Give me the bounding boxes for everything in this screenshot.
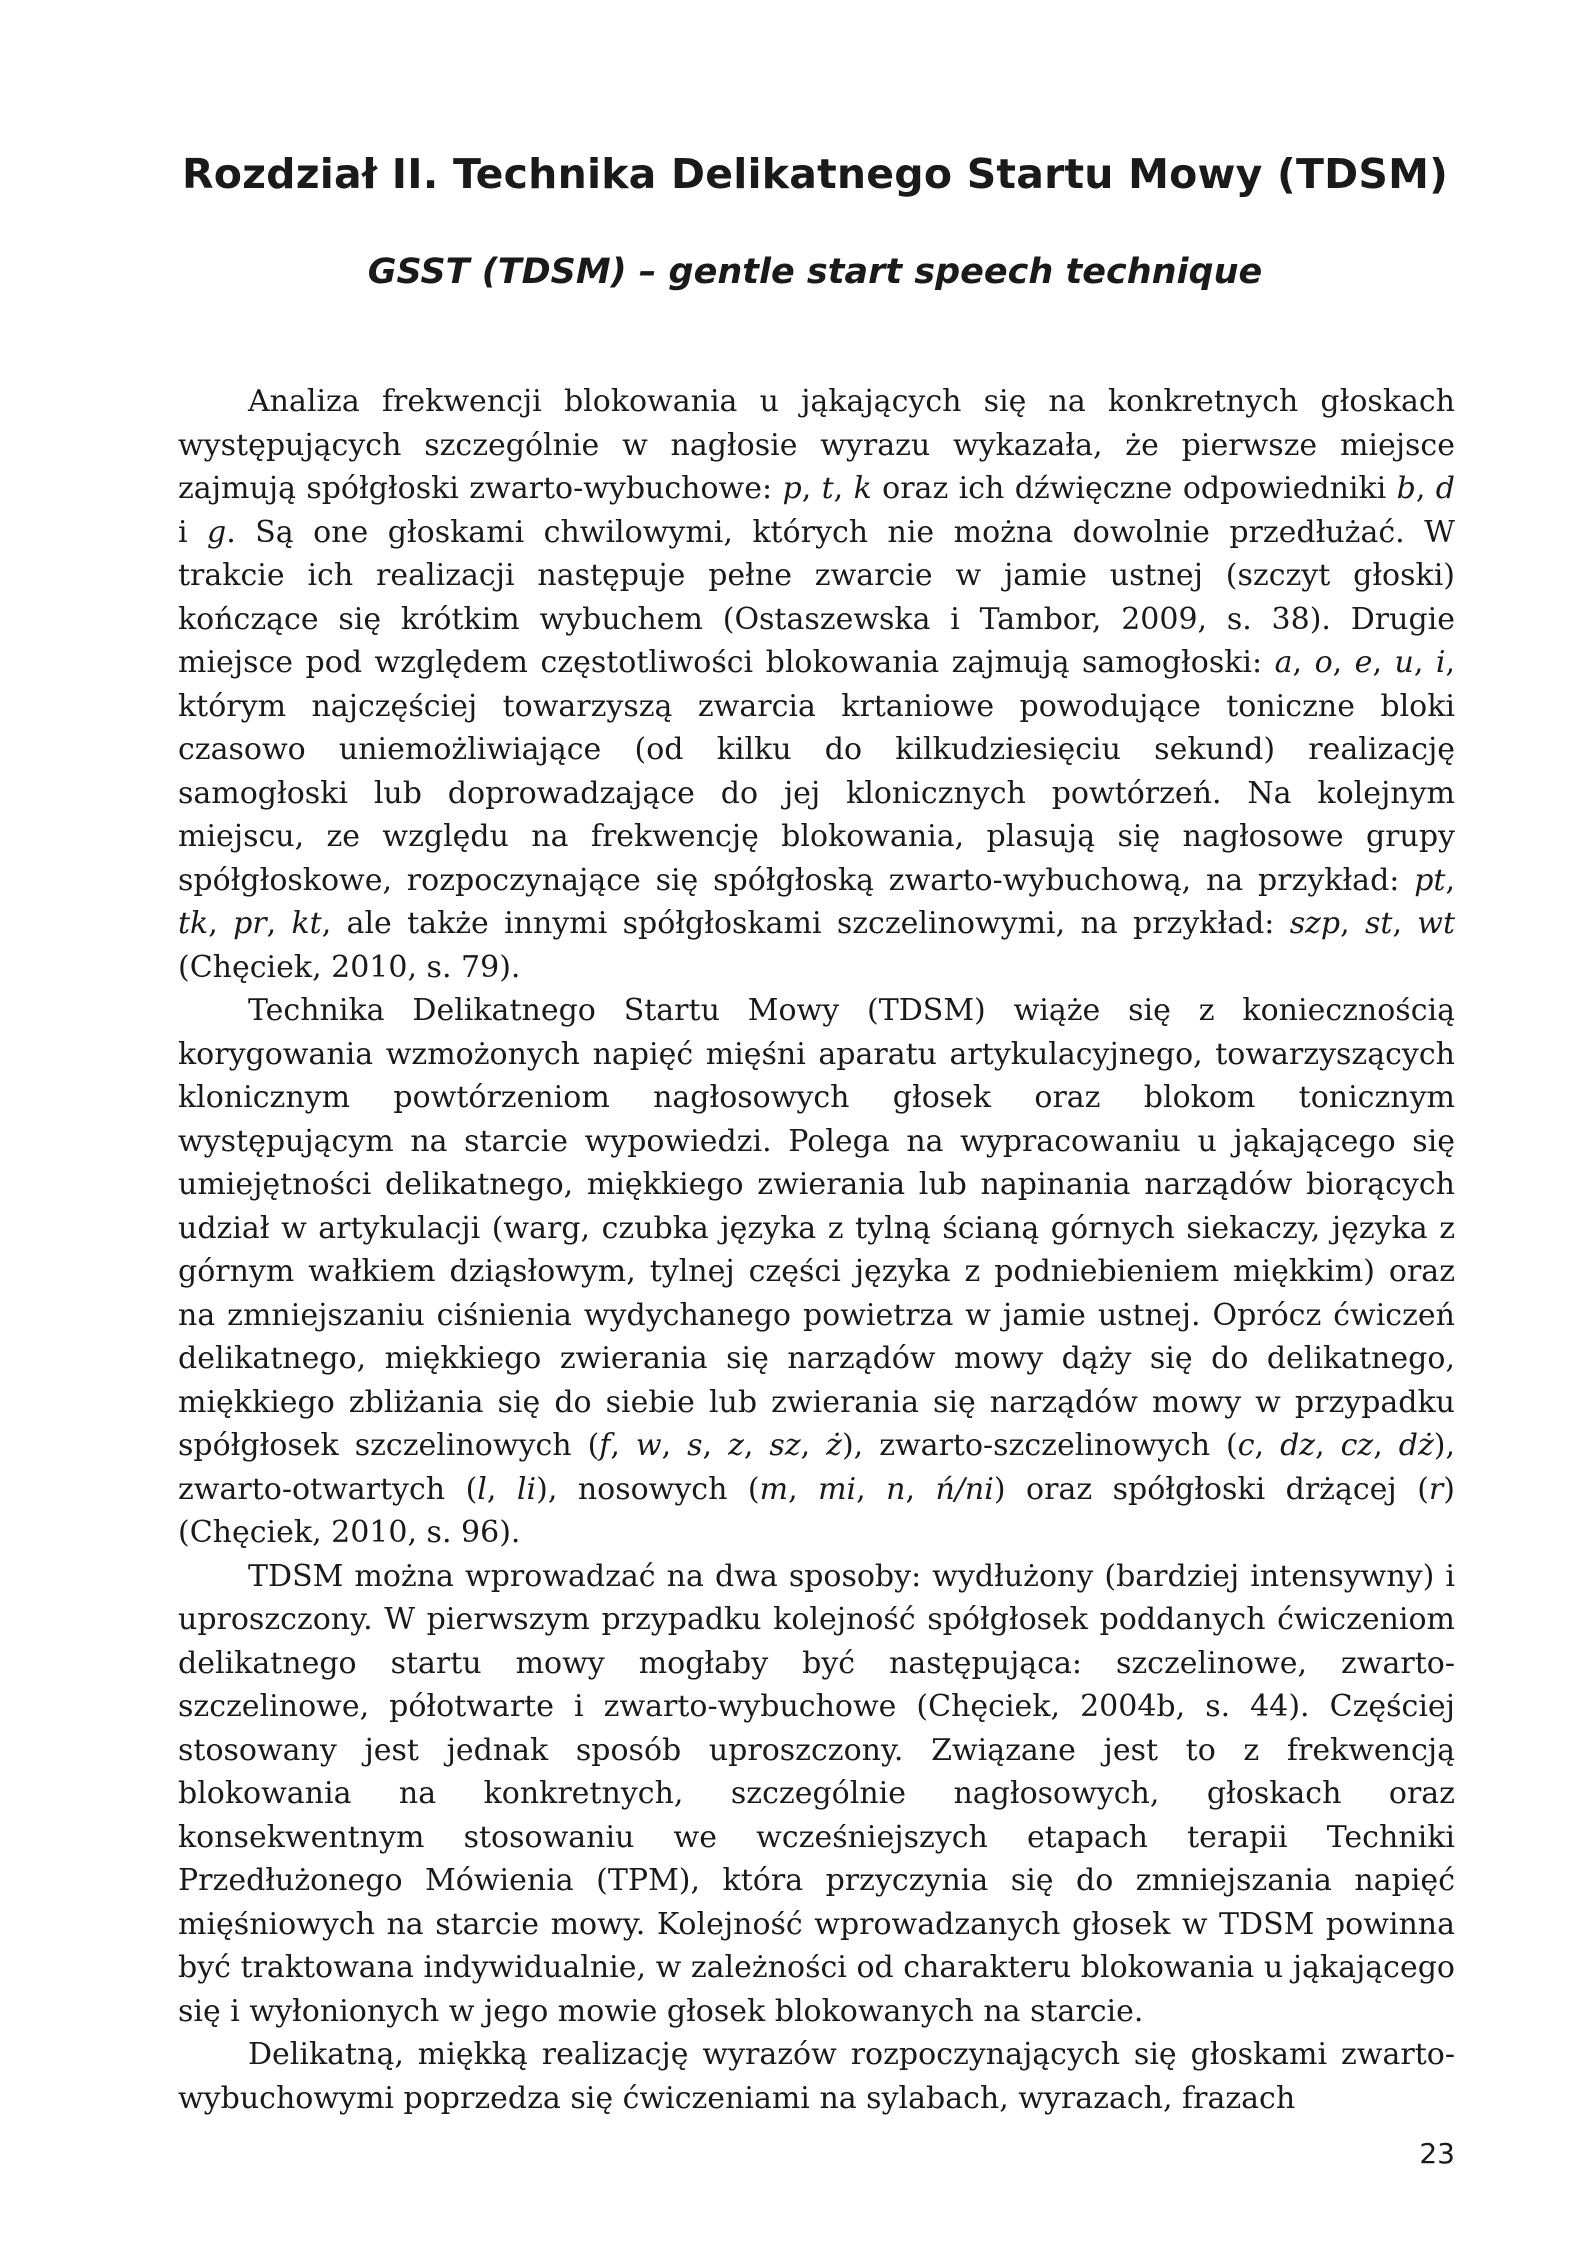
italic-term: sz — [769, 1428, 801, 1463]
italic-term: n — [886, 1471, 906, 1507]
text-run: TDSM można wprowadzać na dwa sposoby: wydłużony (bardziej intensywny) i uproszczony. W pierwszym przypadku kolejność spółgłosek poddanych ćwiczeniom delikatnego startu mowy mogłaby być następująca: szczelinowe, zwarto-szczelinowe, półotwarte i zwarto-wybuchowe (Chęciek, 2004b, s. 44). Częściej stosowany jest jednak sposób uproszczony. Związane jest to z frekwencją blokowania na konkretnych, szczególnie nagłosowych, głoskach oraz konsekwentnym stosowaniu we wcześniejszych etapach terapii Techniki Przedłużonego Mówienia (TPM), która przyczynia się do zmniejszania napięć mięśniowych na starcie mowy. Kolejność wprowadzanych głosek w TDSM powinna być traktowana indywidualnie, w zależności od charakteru blokowania u jąkającego się i wyłonionych w jego mowie głosek blokowanych na starcie. — [178, 1558, 1455, 2029]
italic-term: g — [207, 514, 227, 550]
text-run: ), nosowych ( — [536, 1471, 760, 1507]
text-run: Technika Delikatnego Startu Mowy (TDSM) wiąże się z koniecznością korygowania wzmożonych napięć mięśni aparatu artykulacyjnego, towarzyszących klonicznym powtórzeniom nagłosowych głosek oraz blokom tonicznym występującym na starcie wypowiedzi. Polega na wypracowaniu u jąkającego się umiejętności delikatnego, miękkiego zwierania lub napinania narządów biorących udział w artykulacji (warg, czubka języka z tylną ścianą górnych siekaczy, języka z górnym wałkiem dziąsłowym, tylnej części języka z podniebieniem miękkim) oraz na zmniejszaniu ciśnienia wydychanego powietrza w jamie ustnej. Oprócz ćwiczeń delikatnego, miękkiego zwierania się narządów mowy dąży się do delikatnego, miękkiego zbliżania się do siebie lub zwierania się narządów mowy w przypadku spółgłosek szczelinowych ( — [178, 993, 1455, 1463]
italic-term: e — [1354, 645, 1373, 680]
text-run: , — [905, 1471, 936, 1507]
text-run: . Są one głoskami chwilowymi, których nie można dowolnie przedłużać. W trakcie ich realizacji następuje pełne zwarcie w jamie ustnej (szczyt głoski) kończące się krótkim wybuchem (Ostaszewska i Tambor, 2009, s. 38). Drugie miejsce pod względem częstotliwości blokowania zajmują samogłoski: — [178, 514, 1455, 680]
text-run: Delikatną, miękką realizację wyrazów rozpoczynających się głoskami zwarto-wybuchowymi poprzedza się ćwiczeniami na sylabach, wyrazach, frazach — [178, 2037, 1455, 2116]
italic-term: st — [1364, 906, 1393, 941]
italic-term: c — [1237, 1428, 1255, 1463]
italic-term: p — [782, 471, 802, 506]
paragraph — [178, 1555, 1455, 2034]
italic-term: t — [821, 471, 834, 506]
italic-term: r — [1428, 1471, 1444, 1507]
text-run: , — [1315, 1428, 1341, 1463]
italic-term: ń/ni — [935, 1471, 994, 1507]
italic-term: k — [853, 471, 872, 506]
body-text — [178, 380, 1455, 2120]
text-run: , — [1292, 645, 1315, 680]
text-run: , — [1254, 1428, 1281, 1463]
text-run: , — [1373, 1428, 1399, 1463]
text-run: , — [788, 1471, 819, 1507]
text-run: , — [800, 1428, 827, 1463]
text-run: , którym najczęściej towarzyszą zwarcia krtaniowe powodujące toniczne bloki czasowo uniemożliwiające (od kilku do kilkudziesięciu sekund) realizację samogłoski lub doprowadzające do jej klonicznych powtórzeń. Na kolejnym miejscu, ze względu na frekwencję blokowania, plasują się nagłosowe grupy spółgłoskowe, rozpoczynające się spółgłoską zwarto-wybuchową, na przykład: — [178, 645, 1456, 898]
text-run: ), zwarto-otwartych ( — [178, 1428, 1456, 1507]
italic-term: i — [1435, 645, 1446, 680]
italic-term: o — [1314, 645, 1333, 680]
italic-term: dż — [1398, 1428, 1434, 1463]
italic-term: cz — [1340, 1428, 1374, 1463]
text-run: , — [1392, 906, 1418, 941]
text-run: i — [178, 514, 208, 550]
italic-term: w — [635, 1428, 662, 1463]
text-run: , — [1332, 645, 1355, 680]
chapter-title: Rozdział II. Technika Delikatnego Startu Mowy (TDSM) — [181, 150, 1449, 198]
text-run: , — [661, 1428, 688, 1463]
chapter-subtitle: GSST (TDSM) – gentle start speech technique — [367, 252, 1263, 292]
text-run: oraz ich dźwięczne odpowiedniki — [871, 471, 1397, 506]
text-run: (Chęciek, 2010, s. 79). — [178, 949, 521, 985]
text-run: , — [1372, 645, 1395, 680]
paragraph — [178, 380, 1455, 989]
italic-term: mi — [818, 1471, 857, 1507]
text-run: ) oraz spółgłoski drżącej ( — [993, 1471, 1429, 1507]
text-run: , ale także innymi spółgłoskami szczelinowymi, na przykład: — [321, 906, 1290, 941]
italic-term: d — [1435, 471, 1456, 506]
italic-term: wt — [1417, 906, 1456, 941]
text-run: , — [702, 1428, 729, 1463]
text-run: , — [1415, 471, 1436, 506]
text-run: , — [743, 1428, 770, 1463]
italic-term: b — [1396, 471, 1416, 506]
italic-term: u — [1394, 645, 1414, 680]
italic-term: dz — [1280, 1428, 1316, 1463]
text-run: , — [1413, 645, 1436, 680]
text-run: , — [208, 906, 234, 941]
italic-term: s — [687, 1428, 703, 1463]
italic-term: m — [759, 1471, 789, 1507]
text-run: , — [610, 1428, 636, 1463]
italic-term: szp — [1289, 906, 1341, 941]
text-run: ), zwarto-szczelinowych ( — [841, 1428, 1238, 1463]
text-run: , — [266, 906, 292, 941]
italic-term: ż — [826, 1428, 842, 1463]
text-run: , — [1340, 906, 1365, 941]
italic-term: f — [599, 1428, 611, 1463]
italic-term: z — [728, 1428, 744, 1463]
italic-term: a — [1274, 645, 1293, 680]
italic-term: li — [516, 1471, 537, 1507]
italic-term: kt — [291, 906, 322, 941]
page-number: 23 — [1419, 2137, 1455, 2170]
italic-term: tk — [178, 906, 209, 941]
text-run: , — [801, 471, 822, 506]
text-run: , — [856, 1471, 887, 1507]
paragraph — [178, 2033, 1455, 2120]
text-run: , — [486, 1471, 517, 1507]
italic-term: pt — [1414, 862, 1446, 898]
italic-term: l — [477, 1471, 487, 1507]
italic-term: pr — [233, 906, 267, 941]
text-run: Analiza frekwencji blokowania u jąkających się na konkretnych głoskach występujących szczególnie w nagłosie wyrazu wykazała, że pierwsze miejsce zajmują spółgłoski zwarto-wybuchowe: — [178, 384, 1455, 506]
paragraph — [178, 989, 1455, 1555]
text-run: , — [833, 471, 854, 506]
text-run: ) (Chęciek, 2010, s. 96). — [178, 1471, 1455, 1550]
text-run: , — [1445, 862, 1455, 898]
